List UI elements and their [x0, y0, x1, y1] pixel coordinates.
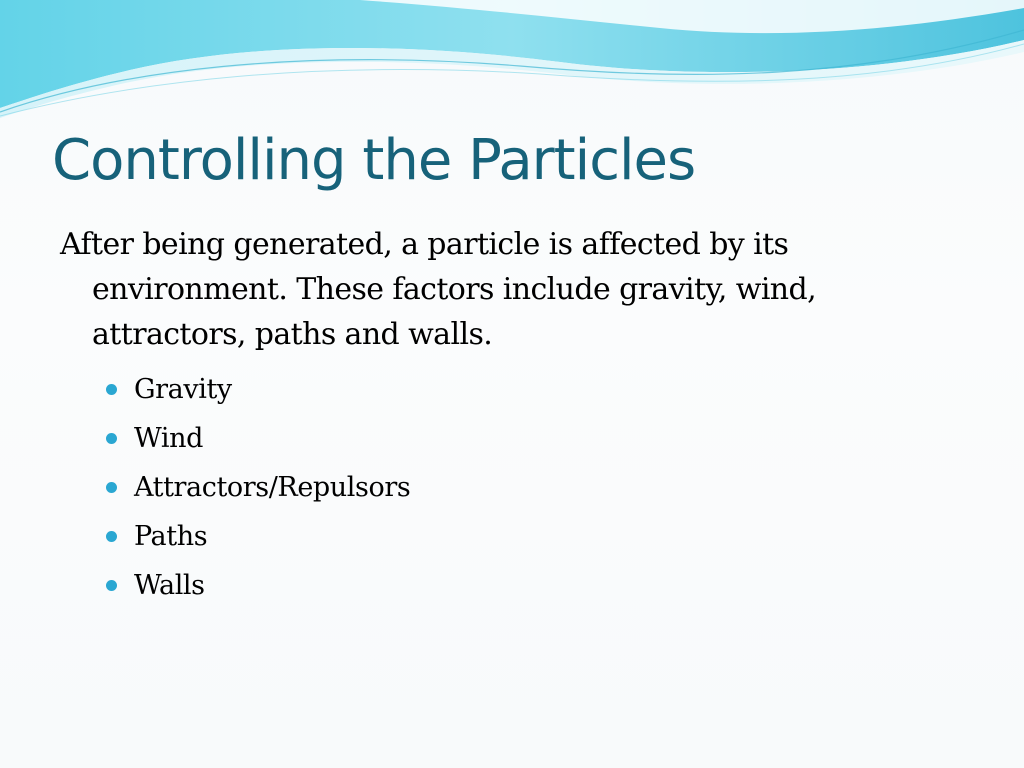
bullet-item-wind — [106, 414, 940, 463]
slide-body — [60, 222, 940, 610]
bullet-label: Paths — [134, 521, 208, 552]
bullet-dot-icon — [106, 433, 117, 444]
bullet-dot-icon — [106, 384, 117, 395]
bullet-dot-icon — [106, 482, 117, 493]
wave-header-decoration — [0, 0, 1024, 130]
slide-title: Controlling the Particles — [52, 128, 696, 193]
bullet-item-walls — [106, 561, 940, 610]
bullet-item-paths — [106, 512, 940, 561]
bullet-item-attractors — [106, 463, 940, 512]
bullet-label: Wind — [134, 423, 203, 454]
bullet-dot-icon — [106, 580, 117, 591]
bullet-label: Gravity — [134, 374, 232, 405]
bullet-item-gravity — [106, 365, 940, 414]
intro-paragraph: After being generated, a particle is affected by its environment. These factors include gravity, wind, attractors, paths and walls. — [60, 227, 817, 352]
bullet-dot-icon — [106, 531, 117, 542]
bullet-label: Walls — [134, 570, 205, 601]
bullet-label: Attractors/Repulsors — [134, 472, 411, 503]
bullet-list — [60, 365, 940, 610]
